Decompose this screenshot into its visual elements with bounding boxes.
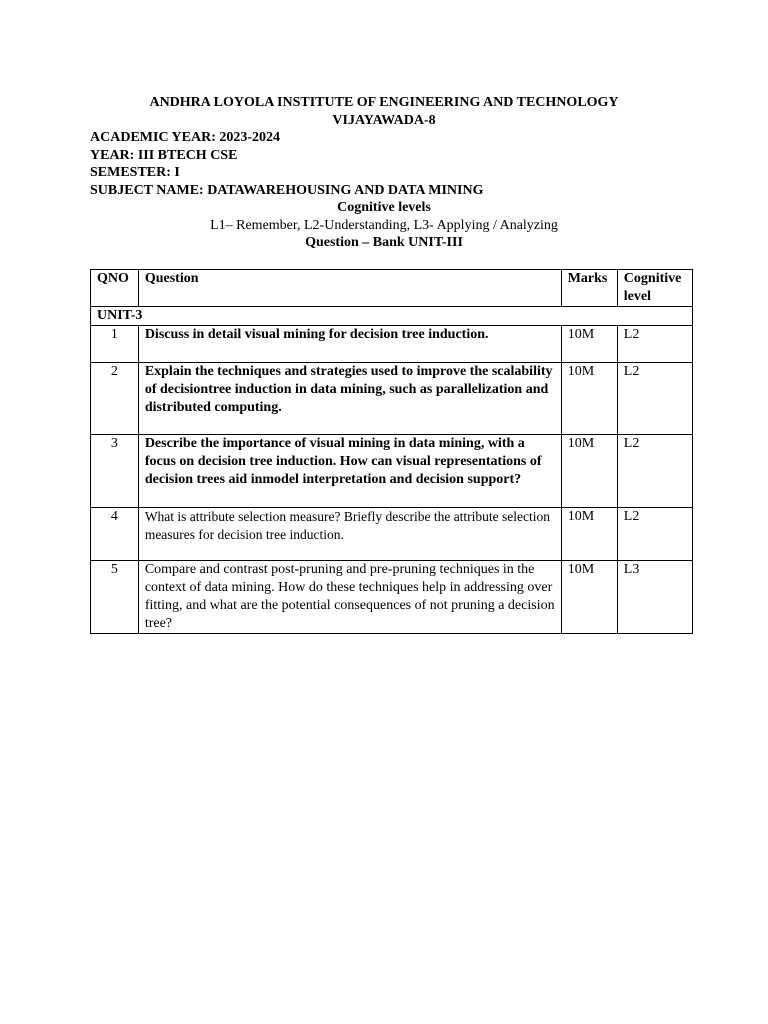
header-cognitive-level: Cognitive level xyxy=(617,270,692,307)
unit-row xyxy=(91,307,693,326)
row-marks: 10M xyxy=(561,508,617,561)
row-marks: 10M xyxy=(561,326,617,363)
row-qno: 4 xyxy=(91,508,139,561)
question-bank-table xyxy=(90,269,693,634)
header-marks: Marks xyxy=(561,270,617,307)
table-row xyxy=(91,508,693,561)
document-header xyxy=(90,94,678,252)
table-row xyxy=(91,363,693,435)
row-level: L3 xyxy=(617,561,692,634)
row-question: Explain the techniques and strategies used to improve the scalability of decisiontree induction in data mining, such as parallelization and distributed computing. xyxy=(138,363,561,435)
header-question: Question xyxy=(138,270,561,307)
semester-info: SEMESTER: I xyxy=(90,165,180,180)
row-question: Discuss in detail visual mining for decision tree induction. xyxy=(138,326,561,363)
row-question: What is attribute selection measure? Briefly describe the attribute selection measures for decision tree induction. xyxy=(138,508,561,561)
unit-label: UNIT-3 xyxy=(91,307,693,326)
question-bank-title: Question – Bank UNIT-III xyxy=(305,235,463,250)
institute-name: ANDHRA LOYOLA INSTITUTE OF ENGINEERING AND TECHNOLOGY xyxy=(149,95,619,110)
row-marks: 10M xyxy=(561,561,617,634)
academic-year: ACADEMIC YEAR: 2023-2024 xyxy=(90,130,281,145)
table-row xyxy=(91,561,693,634)
table-row xyxy=(91,435,693,508)
row-marks: 10M xyxy=(561,435,617,508)
cognitive-levels-title: Cognitive levels xyxy=(337,200,431,215)
row-qno: 2 xyxy=(91,363,139,435)
row-qno: 5 xyxy=(91,561,139,634)
row-level: L2 xyxy=(617,326,692,363)
institute-city: VIJAYAWADA-8 xyxy=(332,112,436,128)
table-header-row xyxy=(91,270,693,307)
row-marks: 10M xyxy=(561,363,617,435)
row-qno: 3 xyxy=(91,435,139,508)
year-info: YEAR: III BTECH CSE xyxy=(90,147,238,163)
subject-name: SUBJECT NAME: DATAWAREHOUSING AND DATA MINING xyxy=(90,182,484,198)
cognitive-levels-description: L1– Remember, L2-Understanding, L3- Applying / Analyzing xyxy=(210,217,558,233)
table-row xyxy=(91,326,693,363)
row-level: L2 xyxy=(617,435,692,508)
row-level: L2 xyxy=(617,363,692,435)
row-level: L2 xyxy=(617,508,692,561)
row-qno: 1 xyxy=(91,326,139,363)
header-qno: QNO xyxy=(91,270,139,307)
row-question: Compare and contrast post-pruning and pre-pruning techniques in the context of data mining. How do these techniques help in addressing over fitting, and what are the potential consequences of not pruning a decision tree? xyxy=(138,561,561,634)
row-question: Describe the importance of visual mining in data mining, with a focus on decision tree induction. How can visual representations of decision trees aid inmodel interpretation and decision support? xyxy=(138,435,561,508)
